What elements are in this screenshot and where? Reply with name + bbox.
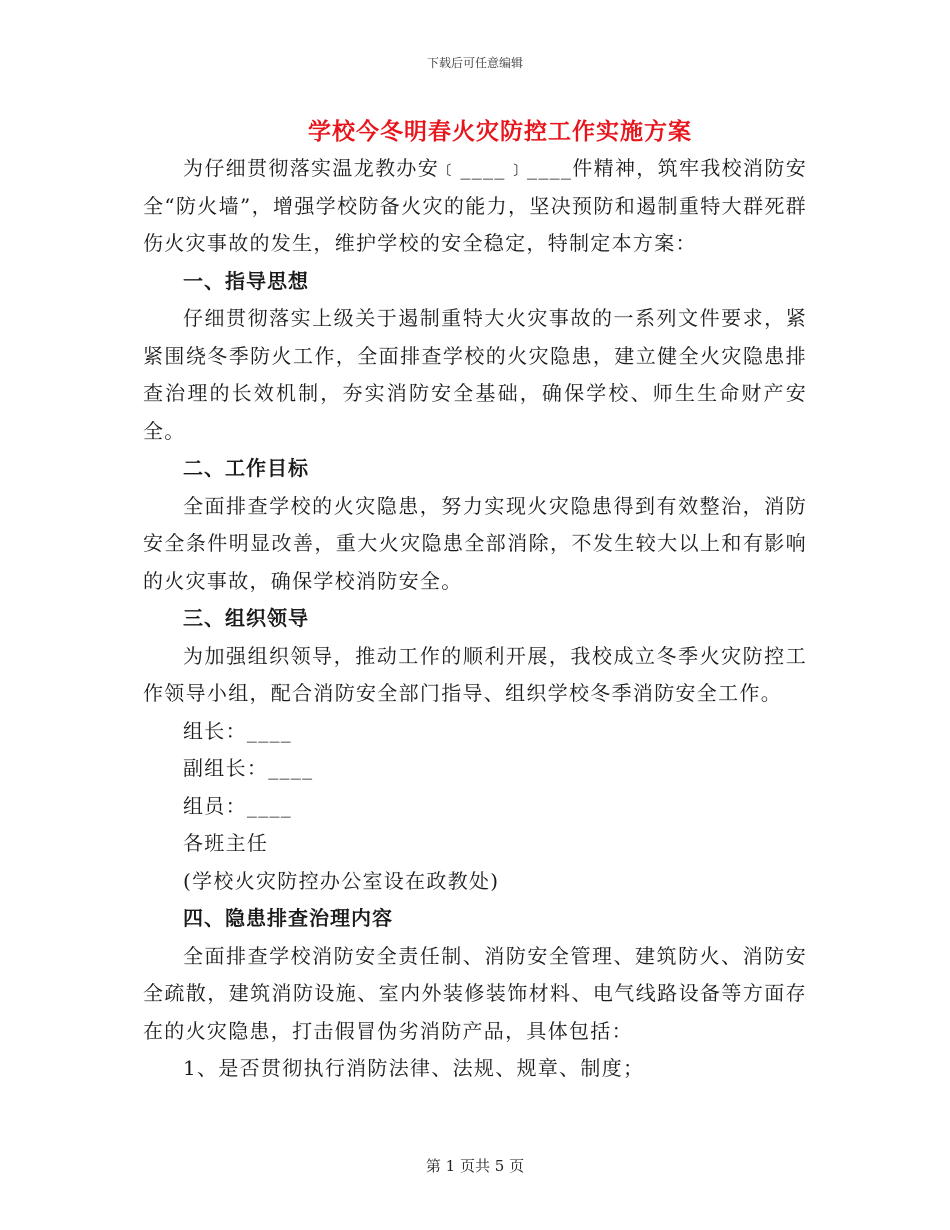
section-heading: 四、隐患排查治理内容 (183, 906, 393, 930)
section-heading: 三、组织领导 (183, 606, 309, 630)
section-paragraph: 全面排查学校消防安全责任制、消防安全管理、建筑防火、消防安全疏散，建筑消防设施、室内外装修装饰材料、电气线路设备等方面存在的火灾隐患，打击假冒伪劣消防产品，具体包括： (143, 943, 807, 1043)
page-header-note: 下载后可任意编辑 (426, 56, 523, 70)
member-line: 组员：____ (183, 793, 293, 818)
intro-paragraph: 为仔细贯彻落实温龙教办安﹝____﹞____件精神，筑牢我校消防安全“防火墙”，增强学校防备火灾的能力，坚决预防和遏制重特大群死群伤火灾事故的发生，维护学校的安全稳定，特制定本方案： (143, 156, 807, 255)
section-paragraph: 全面排查学校的火灾隐患，努力实现火灾隐患得到有效整治，消防安全条件明显改善，重大火灾隐患全部消除，不发生较大以上和有影响的火灾事故，确保学校消防安全。 (143, 493, 807, 593)
deputy-leader-line: 副组长：____ (183, 756, 314, 780)
section-paragraph: 仔细贯彻落实上级关于遏制重特大火灾事故的一系列文件要求，紧紧围绕冬季防火工作，全面排查学校的火灾隐患，建立健全火灾隐患排查治理的长效机制，夯实消防安全基础，确保学校、师生生命财产安全。 (143, 306, 807, 443)
class-teachers-line: 各班主任 (183, 831, 269, 855)
page-footer: 第 1 页共 5 页 (425, 1157, 525, 1175)
office-note-line: (学校火灾防控办公室设在政教处) (183, 868, 500, 893)
section-heading: 一、指导思想 (183, 268, 309, 293)
section-paragraph: 为加强组织领导，推动工作的顺利开展，我校成立冬季火灾防控工作领导小组，配合消防安全部门指导、组织学校冬季消防安全工作。 (143, 643, 807, 705)
document-body (143, 150, 807, 1088)
leader-line: 组长：____ (183, 718, 293, 743)
document-title: 学校今冬明春火灾防控工作实施方案 (308, 118, 692, 145)
list-item: 1、是否贯彻执行消防法律、法规、规章、制度； (183, 1056, 645, 1080)
section-heading: 二、工作目标 (183, 456, 309, 480)
